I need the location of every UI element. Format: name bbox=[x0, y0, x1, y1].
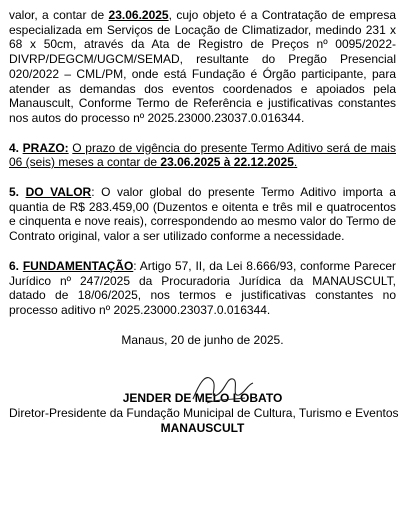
paragraph-object bbox=[9, 8, 396, 126]
signatory-role: Diretor-Presidente da Fundação Municipal de Cultura, Turismo e Eventos bbox=[9, 406, 399, 421]
clause-5-valor bbox=[9, 185, 396, 244]
text: . bbox=[293, 155, 298, 170]
handwritten-signature bbox=[187, 369, 257, 409]
clause-title: DO VALOR bbox=[25, 185, 92, 200]
period: 23.06.2025 à 22.12.2025 bbox=[160, 155, 294, 170]
text: , cujo objeto é a Contratação de empresa especializada em Serviços de Locação de Climatizador, medindo 231 x 68 x 50cm, através da Ata de Registro de Preços nº 0095/2022-DIVRP/DEGCM/UGCM/SEMAD, resultante do Pregão Presencial 020/2022 – CML/PM, onde está Fundação é Órgão participante, para atender as demandas dos eventos coordenados e apoiados pela Manauscult, Conforme Termo de Referência e justificativas constantes nos autos do processo nº 2025.23000.23037.0.016344. bbox=[9, 8, 397, 125]
signatory-organization: MANAUSCULT bbox=[160, 420, 245, 435]
clause-number: 4. bbox=[9, 140, 20, 155]
clause-number: 5. bbox=[9, 185, 20, 200]
signatory-name: JENDER DE MELO LOBATO bbox=[122, 391, 283, 406]
clause-text: : Artigo 57, II, da Lei 8.666/93, conforme Parecer Jurídico nº 247/2025 da Procuradoria Jurídica da MANAUSCULT, datado de 18/06/2025, nos termos e justificativas constantes no processo aditivo nº 2025.23000.23037.0.016344. bbox=[9, 258, 396, 317]
signature-area bbox=[9, 347, 396, 391]
clause-title: FUNDAMENTAÇÃO bbox=[22, 258, 134, 273]
start-date: 23.06.2025 bbox=[108, 8, 169, 22]
text: O prazo de vigência do presente Termo Aditivo será de mais 06 (seis) meses a contar de bbox=[9, 140, 396, 170]
document-body bbox=[9, 8, 399, 435]
place-date: Manaus, 20 de junho de 2025. bbox=[121, 332, 284, 347]
clause-6-fundamentacao bbox=[9, 259, 396, 318]
clause-number: 6. bbox=[9, 258, 20, 273]
clause-title: PRAZO: bbox=[22, 140, 69, 155]
clause-4-prazo bbox=[9, 141, 396, 170]
clause-text: : O valor global do presente Termo Aditivo importa a quantia de R$ 283.459,00 (Duzentos e oitenta e três mil e quatrocentos e cinquenta e nove reais), correspondendo ao mesmo valor do Termo de Contrato original, valor a ser utilizado conforme a necessidade. bbox=[9, 185, 396, 244]
text: valor, a contar de bbox=[9, 8, 109, 22]
